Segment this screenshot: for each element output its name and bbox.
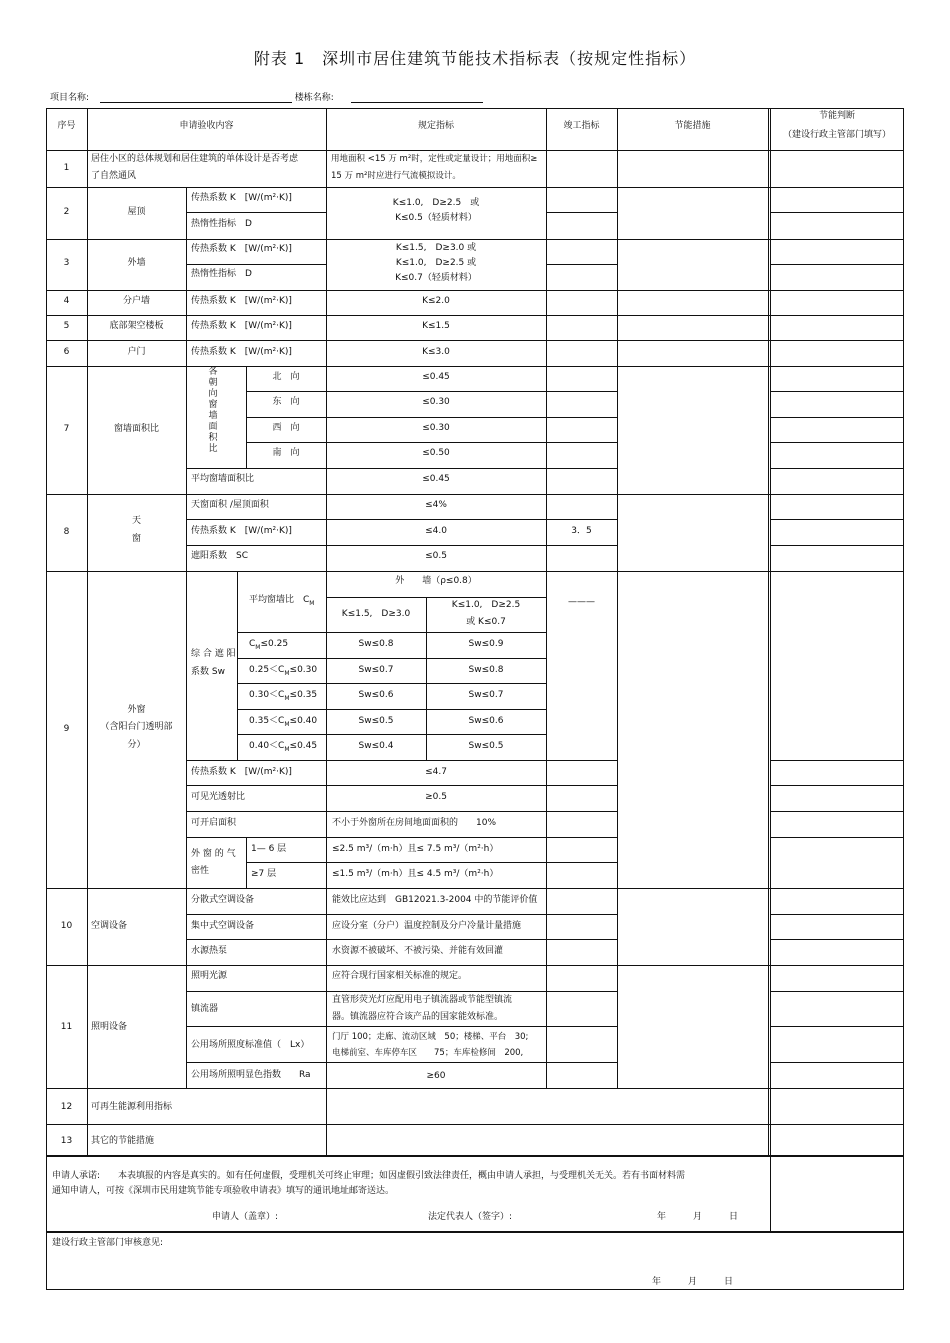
row-9-col-b-2: 或 K≤0.7 — [466, 617, 506, 627]
divider — [186, 545, 617, 546]
pledge-line-1: 申请人承诺: 本表填报的内容是真实的。如有任何虚假，受理机关可终止审理；如因虚假引致法律责任，概由申请人承担，与受理机关无关。若有书面材料需 — [52, 1171, 686, 1181]
divider — [46, 494, 904, 495]
row-9-open-val: 不小于外窗所在房间地面面积的 10% — [332, 818, 497, 828]
divider — [186, 811, 617, 812]
divider — [246, 862, 617, 863]
row-1-spec: 用地面积 <15 万 m²时，定性或定量设计；用地面积≥ 15 万 m²时应进行气流模拟设计。 — [331, 154, 538, 181]
building-name-label: 楼栋名称: — [294, 93, 334, 103]
header-spec: 规定指标 — [417, 121, 454, 131]
row-4-k: 传热系数 K [W/(m²·K)] — [191, 296, 292, 306]
header-content: 申请验收内容 — [179, 121, 234, 131]
row-7-dir-west: 西 向 — [272, 423, 300, 433]
divider — [617, 108, 618, 1088]
row-3-k: 传热系数 K [W/(m²·K)] — [191, 244, 292, 254]
row-10-b: 集中式空调设备 — [191, 921, 255, 931]
row-9-vis-val: ≥0.5 — [425, 792, 447, 802]
row-3-spec: K≤1.5, D≥3.0 或 K≤1.0, D≥2.5 或 K≤0.7（轻质材料） — [395, 243, 477, 283]
row-9-air-b: ≥7 层 — [251, 869, 277, 879]
row-5-name: 底部架空楼板 — [109, 321, 164, 331]
row-11-c-val-1: 门厅 100；走廊、流动区域 50；楼梯、平台 30; — [332, 1032, 529, 1042]
row-11-a-val: 应符合现行国家相关标准的规定。 — [332, 971, 468, 981]
row-9-col-b-1: K≤1.0, D≥2.5 — [451, 600, 521, 610]
row-9-cm-b-4: Sw≤0.6 — [468, 716, 504, 726]
divider — [186, 519, 617, 520]
row-8-k: 传热系数 K [W/(m²·K)] — [191, 526, 292, 536]
applicant-seal[interactable]: 申请人（盖章）: — [212, 1212, 279, 1222]
review-date[interactable]: 年 月 日 — [652, 1277, 734, 1287]
divider — [237, 683, 546, 684]
divider — [46, 1124, 904, 1125]
row-8-area: 天窗面积 /屋顶面积 — [191, 500, 269, 510]
row-3-name: 外墙 — [127, 258, 146, 268]
divider — [186, 264, 326, 265]
row-5-no: 5 — [63, 321, 70, 331]
judge-col-divider — [770, 108, 771, 1156]
row-2-spec: K≤1.0, D≥2.5 或 K≤0.5（轻质材料） — [392, 198, 480, 223]
header-judge-2: （建设行政主管部门填写） — [782, 130, 891, 140]
divider — [770, 837, 904, 838]
row-9-cm-a-1: Sw≤0.8 — [358, 639, 394, 649]
divider — [186, 366, 187, 494]
header-completion: 竣工指标 — [563, 121, 600, 131]
divider — [186, 1062, 617, 1063]
divider — [770, 212, 904, 213]
row-7-dir-north: 北 向 — [272, 372, 300, 382]
row-9-col-a: K≤1.5, D≥3.0 — [341, 609, 411, 619]
row-9-cm-a-5: Sw≤0.4 — [358, 741, 394, 751]
row-11-no: 11 — [60, 1022, 73, 1032]
divider — [237, 734, 546, 735]
divider — [186, 187, 187, 290]
row-11-name: 照明设备 — [91, 1022, 128, 1032]
divider — [237, 658, 546, 659]
row-9-air-2: 密性 — [191, 866, 210, 876]
row-9-avg-cm: 平均窗墙比 $C_M$ — [249, 595, 315, 607]
review-section — [46, 1232, 904, 1290]
row-4-no: 4 — [63, 296, 70, 306]
row-10-name: 空调设备 — [91, 921, 128, 931]
row-9-sw-label-1: 综 合 遮 阳 — [191, 649, 236, 659]
row-4-spec: K≤2.0 — [422, 296, 450, 306]
row-9-name-2: （含阳台门透明部 — [100, 722, 173, 732]
divider — [186, 468, 617, 469]
row-9-no: 9 — [63, 724, 70, 734]
row-3-d: 热惰性指标 D — [191, 269, 252, 279]
divider — [770, 760, 904, 761]
row-9-air-a-val: ≤2.5 m³/（m·h）且≤ 7.5 m³/（m²·h） — [332, 844, 499, 854]
row-11-c: 公用场所照度标准值（ Lx） — [191, 1040, 310, 1050]
row-8-name-1: 天 — [131, 516, 141, 526]
main-col-divider — [768, 108, 769, 1156]
header-seq: 序号 — [57, 121, 76, 131]
row-9-cm-b-5: Sw≤0.5 — [468, 741, 504, 751]
divider — [46, 290, 904, 291]
divider — [46, 965, 904, 966]
divider — [186, 888, 187, 1088]
divider — [770, 1026, 904, 1027]
row-10-no: 10 — [60, 921, 73, 931]
row-9-vis: 可见光透射比 — [191, 792, 246, 802]
row-8-sc: 遮阳系数 SC — [191, 551, 248, 561]
row-6-k: 传热系数 K [W/(m²·K)] — [191, 347, 292, 357]
row-6-spec: K≤3.0 — [422, 347, 450, 357]
row-11-b: 镇流器 — [191, 1004, 219, 1014]
row-9-cm-label-5: $0.40<C_M\le 0.45$ — [249, 741, 318, 753]
divider — [46, 187, 904, 188]
divider — [770, 1156, 771, 1232]
row-9-cm-b-3: Sw≤0.7 — [468, 690, 504, 700]
row-9-cm-a-2: Sw≤0.7 — [358, 665, 394, 675]
building-name-field[interactable] — [351, 92, 483, 103]
divider — [546, 212, 617, 213]
divider — [770, 417, 904, 418]
row-9-air-a: 1— 6 层 — [251, 844, 287, 854]
review-label: 建设行政主管部门审核意见: — [52, 1238, 164, 1248]
divider — [246, 391, 617, 392]
divider — [186, 212, 326, 213]
divider — [770, 442, 904, 443]
row-4-name: 分户墙 — [122, 296, 150, 306]
page-title: 附表 1 深圳市居住建筑节能技术指标表（按规定性指标） — [253, 49, 697, 68]
divider — [46, 315, 904, 316]
row-11-b-val-2: 器。镇流器应符合该产品的国家能效标准。 — [332, 1012, 504, 1022]
row-7-vertical: 各朝向窗墙面积比 — [208, 367, 218, 454]
row-9-cm-b-1: Sw≤0.9 — [468, 639, 504, 649]
divider — [46, 1088, 904, 1089]
row-9-cm-b-2: Sw≤0.8 — [468, 665, 504, 675]
row-9-sw-label-2: 系数 Sw — [191, 667, 225, 677]
row-10-c: 水源热泵 — [191, 946, 228, 956]
divider — [237, 632, 546, 633]
divider — [770, 939, 904, 940]
divider — [186, 914, 617, 915]
row-13-name: 其它的节能措施 — [91, 1136, 155, 1146]
row-7-avg: 平均窗墙面积比 — [191, 474, 255, 484]
row-2-no: 2 — [63, 207, 70, 217]
header-measures: 节能措施 — [674, 121, 711, 131]
row-9-cm-label-3: $0.30<C_M\le 0.35$ — [249, 690, 318, 702]
row-9-cm-label-1: $C_M\le 0.25$ — [249, 639, 289, 651]
row-9-cm-a-3: Sw≤0.6 — [358, 690, 394, 700]
row-13-no: 13 — [60, 1136, 73, 1146]
row-7-avg-val: ≤0.45 — [422, 474, 450, 484]
divider — [770, 545, 904, 546]
legal-rep-sign[interactable]: 法定代表人（签字）: — [428, 1212, 513, 1222]
row-9-cm-label-4: $0.35<C_M\le 0.40$ — [249, 716, 318, 728]
row-8-k-done: 3．5 — [571, 526, 592, 536]
divider — [186, 494, 187, 571]
row-9-dash: ——— — [568, 597, 595, 607]
row-7-no: 7 — [63, 424, 70, 434]
divider — [770, 991, 904, 992]
divider — [770, 519, 904, 520]
divider — [246, 417, 617, 418]
row-9-air-b-val: ≤1.5 m³/（m·h）且≤ 4.5 m³/（m²·h） — [332, 869, 499, 879]
row-11-b-val-1: 直管形荧光灯应配用电子镇流器或节能型镇流 — [332, 995, 513, 1005]
row-9-open: 可开启面积 — [191, 818, 237, 828]
divider — [770, 811, 904, 812]
divider — [46, 340, 904, 341]
row-5-spec: K≤1.5 — [422, 321, 450, 331]
row-2-name: 屋顶 — [127, 207, 146, 217]
row-9-ext: 外 墙（ρ≤0.8） — [395, 576, 477, 586]
row-10-a-val: 能效比应达到 GB12021.3-2004 中的节能评价值 — [332, 895, 538, 905]
row-11-d-val: ≥60 — [426, 1071, 446, 1081]
divider — [186, 571, 187, 888]
row-7-name: 窗墙面积比 — [113, 424, 159, 434]
row-11-d: 公用场所照明显色指数 Ra — [191, 1070, 311, 1080]
divider — [770, 391, 904, 392]
row-7-val-north: ≤0.45 — [422, 372, 450, 382]
divider — [186, 939, 617, 940]
row-6-no: 6 — [63, 347, 70, 357]
divider — [186, 1026, 617, 1027]
divider — [186, 290, 187, 366]
divider — [770, 468, 904, 469]
row-3-no: 3 — [63, 258, 70, 268]
row-7-val-west: ≤0.30 — [422, 423, 450, 433]
project-name-field[interactable] — [100, 92, 292, 103]
row-8-no: 8 — [63, 527, 70, 537]
row-9-air-1: 外 窗 的 气 — [191, 849, 236, 859]
row-10-b-val: 应设分室（分户）温度控制及分户冷量计量措施 — [332, 921, 522, 931]
row-7-dir-east: 东 向 — [272, 397, 300, 407]
divider — [770, 914, 904, 915]
row-1-no: 1 — [63, 163, 70, 173]
divider — [186, 837, 617, 838]
divider — [186, 785, 617, 786]
row-1-content: 居住小区的总体规划和居住建筑的单体设计是否考虑了自然通风 — [91, 154, 299, 181]
divider — [246, 442, 617, 443]
row-9-k-val: ≤4.7 — [425, 767, 447, 777]
row-2-k: 传热系数 K [W/(m²·K)] — [191, 193, 292, 203]
row-10-a: 分散式空调设备 — [191, 895, 255, 905]
row-2-d: 热惰性指标 D — [191, 219, 252, 229]
divider — [46, 571, 904, 572]
row-5-k: 传热系数 K [W/(m²·K)] — [191, 321, 292, 331]
divider — [186, 760, 617, 761]
divider — [46, 888, 904, 889]
row-7-val-east: ≤0.30 — [422, 397, 450, 407]
row-8-sc-val: ≤0.5 — [425, 551, 447, 561]
project-name-label: 项目名称: — [50, 93, 90, 103]
row-9-cm-a-4: Sw≤0.5 — [358, 716, 394, 726]
row-12-no: 12 — [60, 1102, 73, 1112]
row-12-name: 可再生能源利用指标 — [91, 1102, 173, 1112]
pledge-date[interactable]: 年 月 日 — [657, 1212, 739, 1222]
row-9-k: 传热系数 K [W/(m²·K)] — [191, 767, 292, 777]
divider — [46, 239, 904, 240]
row-6-name: 户门 — [127, 347, 146, 357]
row-9-name-1: 外窗 — [127, 705, 146, 715]
row-8-area-val: ≤4% — [425, 500, 447, 510]
row-7-dir-south: 南 向 — [272, 448, 300, 458]
header-judge-1: 节能判断 — [818, 111, 855, 121]
divider — [770, 785, 904, 786]
row-7-val-south: ≤0.50 — [422, 448, 450, 458]
row-9-cm-label-2: $0.25<C_M\le 0.30$ — [249, 665, 318, 677]
row-9-name-3: 分） — [127, 740, 146, 750]
divider — [46, 366, 904, 367]
row-11-a: 照明光源 — [191, 971, 228, 981]
divider — [770, 264, 904, 265]
divider — [237, 709, 546, 710]
row-10-c-val: 水资源不被破坏、不被污染、并能有效回灌 — [332, 946, 504, 956]
pledge-line-2: 通知申请人，可按《深圳市民用建筑节能专项验收申请表》填写的通讯地址邮寄送达。 — [52, 1186, 395, 1196]
row-8-k-val: ≤4.0 — [425, 526, 447, 536]
row-11-c-val-2: 电梯前室、车库停车区 75；车库检修间 200, — [332, 1048, 524, 1058]
divider — [546, 264, 617, 265]
divider — [237, 571, 238, 760]
divider — [770, 1062, 904, 1063]
row-8-name-2: 窗 — [131, 534, 141, 544]
project-info — [50, 90, 483, 103]
